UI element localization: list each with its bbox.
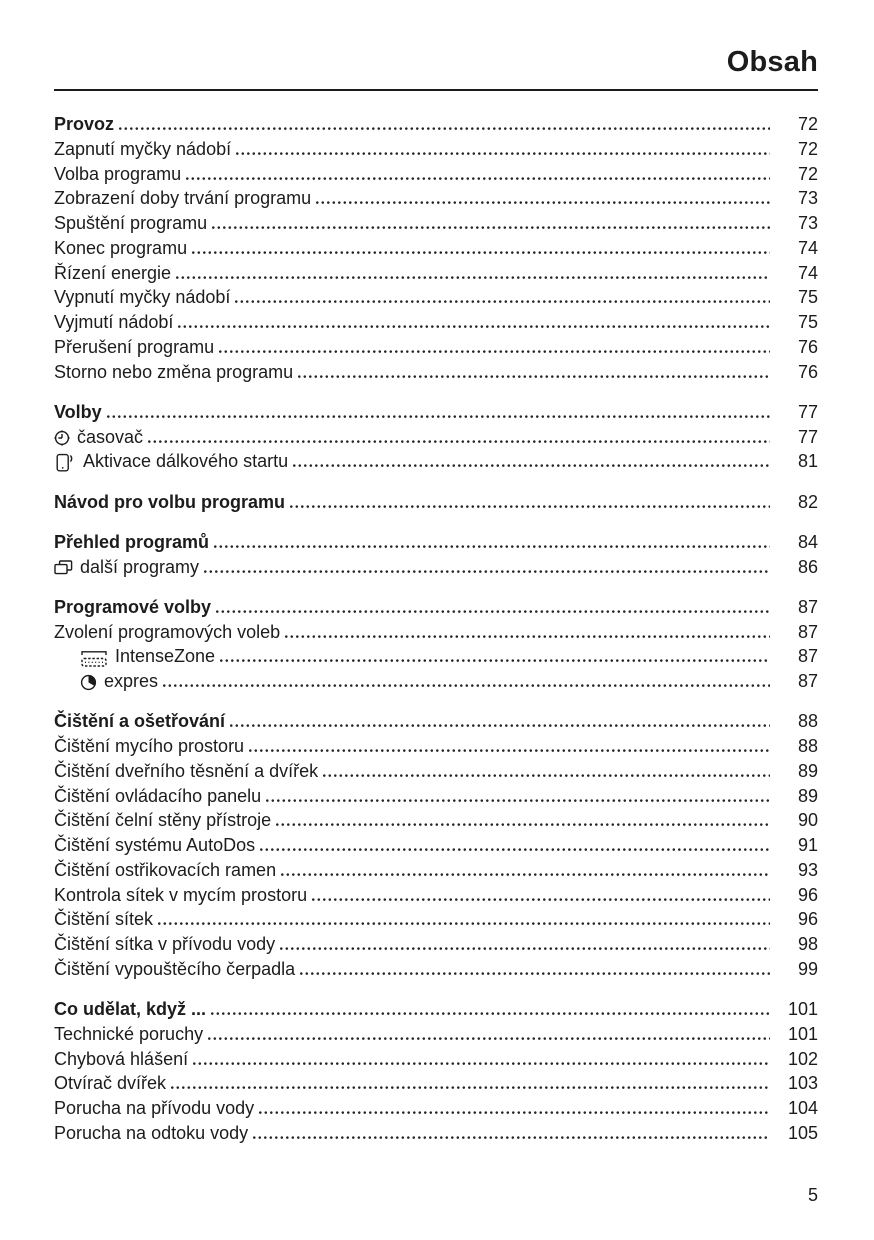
dot-leader [158,921,770,925]
toc-entry-page: 91 [797,835,818,855]
dot-leader [178,324,770,328]
toc-entry [54,1121,818,1146]
toc-entry [54,449,818,474]
toc-entry [54,360,818,385]
toc-entry-page: 72 [797,138,818,159]
toc-entry [54,833,818,858]
dot-leader [323,773,770,777]
dot-leader [119,126,770,130]
toc-entry [54,162,818,187]
toc-entry-label: expres [104,671,159,691]
toc-entry-page: 102 [787,1048,818,1069]
dot-leader [300,971,770,975]
toc-entry [54,808,818,833]
toc-entry-label: Čištění dveřního těsnění a dvířek [54,760,319,781]
toc-entry [54,709,818,734]
toc-section [54,400,818,474]
toc-entry-label: Čištění sítek [54,909,154,930]
toc-entry-page: 93 [797,859,818,880]
toc-entry [54,907,818,932]
toc-entry-page: 89 [797,785,818,806]
toc-entry [54,555,818,580]
toc-entry-page: 87 [797,646,818,667]
toc-entry-page: 87 [797,671,818,691]
toc-entry-page: 77 [797,426,818,447]
toc-section [54,997,818,1146]
toc-entry-page: 87 [797,596,818,617]
toc-entry [54,236,818,261]
toc-section [54,595,818,694]
toc-entry [54,425,818,450]
toc-entry-label: Zobrazení doby trvání programu [54,188,312,209]
toc-entry-label: Zvolení programových voleb [54,621,281,642]
toc-entry-page: 81 [797,451,818,472]
toc-entry [54,784,818,809]
dot-leader [266,798,770,802]
toc-entry-page: 96 [797,909,818,930]
toc-entry-label: Co udělat, když ... [54,999,207,1019]
dot-leader [236,151,770,155]
toc-entry [54,883,818,908]
toc-entry-page: 76 [797,336,818,357]
dot-leader [214,544,770,548]
toc-entry-label: Řízení energie [54,262,172,283]
intense-zone-icon [80,647,108,668]
toc-entry [54,186,818,211]
toc-entry [54,997,818,1022]
toc-entry-label: Aktivace dálkového startu [83,451,289,472]
toc-entry-label: Čištění ostřikovacích ramen [54,859,277,880]
toc-entry-label: Čištění ovládacího panelu [54,785,262,806]
dot-leader [171,1085,770,1089]
toc-entry [54,112,818,137]
dot-leader [148,439,770,443]
toc-entry-page: 98 [797,934,818,954]
toc-entry [54,211,818,236]
dot-leader [107,414,770,418]
toc-entry-page: 105 [787,1122,818,1143]
toc-entry-label: Kontrola sítek v mycím prostoru [54,884,308,905]
toc-entry-page: 82 [797,491,818,512]
toc-entry [54,310,818,335]
toc-entry-page: 75 [797,287,818,308]
toc-entry-label: Vyjmutí nádobí [54,312,174,332]
toc-entry [54,759,818,784]
toc-entry-label: Technické poruchy [54,1023,204,1044]
dot-leader [298,374,770,378]
dot-leader [293,463,770,467]
toc-entry [54,1071,818,1096]
toc-entry [54,335,818,360]
toc-section [54,709,818,981]
toc-entry [54,644,818,669]
toc-entry-page: 72 [797,114,818,134]
toc-entry-page: 75 [797,312,818,332]
toc-entry-page: 90 [797,810,818,831]
dot-leader [230,723,770,727]
toc-entry-label: Čištění čelní stěny přístroje [54,810,272,831]
toc-entry-label: Porucha na odtoku vody [54,1122,249,1143]
toc-entry [54,490,818,515]
toc-section [54,112,818,384]
toc-entry [54,285,818,310]
toc-entry [54,858,818,883]
toc-entry-page: 84 [797,531,818,552]
toc-entry-page: 89 [797,760,818,781]
dot-leader [253,1135,770,1139]
toc-entry-label: Provoz [54,114,115,134]
dot-leader [211,1011,770,1015]
toc-entry-label: Otvírač dvířek [54,1073,167,1094]
toc-entry [54,669,818,694]
toc-entry-label: Spuštění programu [54,213,208,233]
title-divider [54,89,818,91]
toc-entry-label: Zapnutí myčky nádobí [54,138,232,159]
toc-entry [54,595,818,620]
toc-entry-page: 101 [787,1023,818,1044]
toc-entry-page: 103 [787,1073,818,1094]
toc-entry [54,1096,818,1121]
dot-leader [259,1110,770,1114]
more-programs-icon [54,560,73,575]
toc-section [54,490,818,515]
page-content [54,0,818,1146]
toc-entry-page: 76 [797,361,818,382]
dot-leader [193,1061,770,1065]
toc-entry [54,620,818,645]
toc-entry-label: Konec programu [54,237,188,258]
express-timer-icon [80,674,97,691]
dot-leader [220,658,770,662]
toc-entry-page: 99 [797,958,818,979]
toc-entry-page: 77 [797,401,818,422]
toc-entry-page: 101 [787,999,818,1019]
dot-leader [208,1036,770,1040]
toc-entry [54,1047,818,1072]
toc-entry-label: Přehled programů [54,531,210,552]
toc-entry-label: Chybová hlášení [54,1048,189,1069]
dot-leader [316,200,770,204]
dot-leader [280,946,770,950]
dot-leader [212,225,770,229]
toc-entry [54,1022,818,1047]
toc-list [54,112,818,1146]
dot-leader [312,897,770,901]
toc-entry-page: 72 [797,163,818,184]
toc-entry-page: 86 [797,556,818,577]
toc-entry [54,957,818,982]
toc-entry-label: Čištění sítka v přívodu vody [54,934,276,954]
toc-entry-label: Vypnutí myčky nádobí [54,287,231,308]
timer-clock-icon [54,430,70,446]
toc-entry [54,400,818,425]
dot-leader [260,847,770,851]
dot-leader [176,275,770,279]
toc-entry-label: Programové volby [54,596,212,617]
toc-entry [54,137,818,162]
toc-entry-page: 74 [797,237,818,258]
toc-entry-label: Čištění a ošetřování [54,711,226,732]
dot-leader [216,609,770,613]
toc-entry-label: časovač [77,426,144,447]
dot-leader [163,683,770,687]
toc-entry-label: Čištění vypouštěcího čerpadla [54,958,296,979]
dot-leader [249,748,770,752]
dot-leader [235,299,770,303]
toc-entry [54,932,818,957]
toc-entry [54,734,818,759]
toc-entry-page: 88 [797,736,818,756]
dot-leader [285,634,770,638]
toc-entry-label: Volby [54,401,102,422]
toc-entry-page: 73 [797,213,818,233]
toc-entry-label: Volba programu [54,163,182,184]
page-title: Obsah [726,46,818,78]
dot-leader [219,349,770,353]
dot-leader [204,569,770,573]
toc-entry-page: 96 [797,884,818,905]
footer-page-number: 5 [807,1185,818,1205]
dot-leader [276,822,770,826]
toc-entry-page: 73 [797,188,818,209]
dot-leader [281,872,770,876]
dot-leader [290,504,770,508]
toc-entry-label: IntenseZone [115,646,216,667]
toc-entry-page: 87 [797,621,818,642]
toc-entry-label: další programy [80,556,200,577]
toc-entry-label: Přerušení programu [54,336,215,357]
dot-leader [186,176,770,180]
toc-entry-label: Storno nebo změna programu [54,361,294,382]
toc-entry-page: 88 [797,711,818,732]
toc-entry [54,261,818,286]
toc-entry-label: Čištění mycího prostoru [54,736,245,756]
toc-entry [54,530,818,555]
toc-entry-page: 104 [787,1098,818,1118]
dot-leader [192,250,770,254]
toc-entry-label: Porucha na přívodu vody [54,1098,255,1118]
toc-section [54,530,818,580]
toc-entry-label: Návod pro volbu programu [54,491,286,512]
toc-entry-label: Čištění systému AutoDos [54,835,256,855]
toc-entry-page: 74 [797,262,818,283]
remote-start-phone-icon [54,452,76,473]
